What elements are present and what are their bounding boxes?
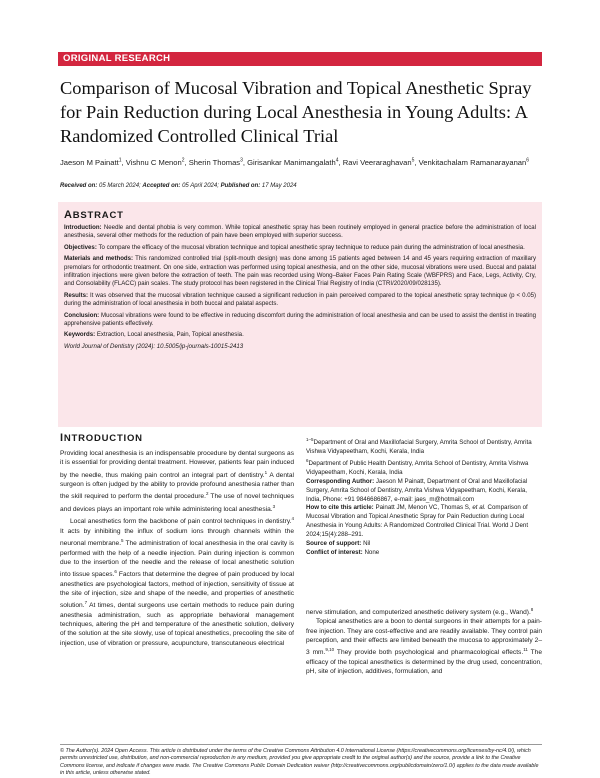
footer-divider [60,744,542,745]
conflict-of-interest: Conflict of interest: None [306,549,380,556]
paragraph: Topical anesthetics are a boon to dental surgeons in their attempts for a pain-free injection. They are cost-effective and are readily available. They control pain perception, and their effects are limited beneath the mucosa to approximately 2–3 mm.$^{9,10}$ They provide both psychological and pharmacological effects.$^{11}$ The efficacy of the topical anesthetics is determined by the drug used, concentration, pH, site of injection, additives, formulation, and [306,618,543,676]
license-footer: © The Author(s). 2024 Open Access. This article is distributed under the terms of the Creative Commons Attribution 4.0 International License (https://creativecommons.org/licenses/by-nc/4.0/), which permits unrestricted use, distribution, and non-commercial reproduction in any medium, provided you give appropriate credit to the original author(s) and the source, provide a link to the Creative Commons license, and indicate if changes were made. The Creative Commons Public Domain Dedication waiver (http://creativecommons.org/publicdomain/zero/1.0/) applies to the data made available in this article, unless otherwise stated. [60,748,539,777]
article-title: Comparison of Mucosal Vibration and Topical Anesthetic Spray for Pain Reduction during Local Anesthesia in Young Adults: A Randomized Controlled Clinical Trial [60,78,532,146]
paragraph: Providing local anesthesia is an indispensable procedure by dental surgeons as it is essential for providing dental treatment. However, patients fear pain induced by the needle, thus making pain control an integral part of dentistry.$^1$ A dental surgeon is often judged by the ability to provide profound anesthesia rather than the skill required to perform the dental procedure.$^2$ The use of novel techniques and devices plays an important role while administering local anesthesia.$^3$ [60,450,294,514]
abstract-heading: ABSTRACT [64,209,124,221]
introduction-right-column [306,605,542,676]
author: Ravi Veeraraghavan$^5$, [342,157,419,167]
abstract-citation: World Journal of Dentistry (2024): 10.5005/jp-journals-10015-2413 [64,342,244,350]
corresponding-author: Corresponding Author: Jaeson M Painatt, Department of Oral and Maxillofacial Surgery, Amrita School of Dentistry, Amrita Vishwa Vidyapeetham, Kochi, Kerala, India, Phone: +91 9846686867, e-mail: jaes_m@hotmail.com [306,477,528,503]
author: Sherin Thomas$^3$, [188,157,248,167]
abstract-introduction: Introduction: Needle and dental phobia is very common. While topical anesthetic spray has been routinely employed in general practice before the administration of local anesthesia, several other methods for the reduction of pain have been employed with superior success. [64,224,536,240]
paragraph: nerve stimulation, and computerized anesthetic delivery system (e.g., Wand).$^8$ [306,607,534,617]
abstract-conclusion: Conclusion: Mucosal vibrations were found to be effective in reducing discomfort during the administration of local anesthesia and can be used to assist the dentist in treating apprehensive patients effectively. [64,311,536,328]
author-affiliations [306,436,542,558]
abstract-methods: Materials and methods: This randomized controlled trial (split-mouth design) was done among 15 patients aged between 14 and 45 years requiring extraction of maxillary premolars for orthodontic treatment. On one side, extraction was performed using topical anesthesia, and on the other side, mucosal vibrations were used. Buccal and palatal infiltration injections were given before the extraction of teeth. The pain was recorded using Wong–Baker Faces Pain Rating Scale (WBFPRS) and Face, Legs, Activity, Cry, and Consolability (FLACC) pain scales. The study protocol has been registered in the Clinical Trial Registry of India (CTRI/2020/09/028135). [64,255,537,288]
abstract-box [58,202,542,427]
source-of-support: Source of support: Nil [306,540,371,548]
author: Venkitachalam Ramanarayanan$^6$ [418,157,530,167]
abstract-keywords: Keywords: Extraction, Local anesthesia, Pain, Topical anesthesia. [64,331,244,339]
author: Girisankar Manimangalath$^4$, [247,157,343,167]
abstract-results: Results: It was observed that the mucosal vibration technique caused a significant reduction in pain perceived compared to the topical anesthetic spray technique (p < 0.05) during the administration of local anesthesia in both buccal and palatal aspects. [64,291,536,308]
introduction-left-column [60,449,294,648]
author: Vishnu C Menon$^2$, [125,157,189,167]
paragraph: Local anesthetics form the backbone of pain control techniques in dentistry.$^4$ It acts by inhibiting the influx of sodium ions through channels within the neuronal membrane.$^5$ The administration of local anesthesia in the oral cavity is performed with the help of a needle injection. Pain during injection is common due to the insertion of the needle and the release of local anesthetic solution into tissue spaces.$^6$ Factors that determine the degree of pain produced by local anesthetics are psychological factors, method of injection, sensitivity of tissue at the site of injection, size and shape of the needle, and properties of anesthetic solution.$^7$ At times, dental surgeons use certain methods to reduce pain during anesthesia administration, such as appropriate behavioral management techniques, altering the pH and temperature of the anesthetic solution, delivery of the solution at the site slowly, use of topical anesthetics, precooling the site of injection, use of vibration or pressure, acupuncture, transcutaneous electrical [60,516,294,647]
publication-dates: Received on: 05 March 2024; Accepted on: 05 April 2024; Published on: 17 May 2024 [60,183,297,189]
author: Jaeson M Painatt$^1$, [60,157,126,167]
affiliation: $^6$Department of Public Health Dentistry, Amrita School of Dentistry, Amrita Vishwa Vidyapeetham, Kochi, Kerala, India [306,457,529,476]
abstract-objectives: Objectives: To compare the efficacy of the mucosal vibration technique and topical anesthetic spray technique to reduce pain during the administration of local anesthesia. [64,243,525,251]
author-list [60,154,540,169]
article-type-badge: ORIGINAL RESEARCH [58,52,542,66]
affiliation: $^{1-5}$Department of Oral and Maxillofacial Surgery, Amrita School of Dentistry, Amrita Vishwa Vidyapeetham, Kochi, Kerala, India [306,437,532,455]
how-to-cite: How to cite this article: Painatt JM, Menon VC, Thomas S, et al. Comparison of Mucosal Vibration and Topical Anesthetic Spray for Pain Reduction during Local Anesthesia in Young Adults: A Randomized Controlled Clinical Trial. World J Dent 2024;15(4):288–291. [306,504,529,539]
introduction-heading: INTRODUCTION [60,432,143,444]
